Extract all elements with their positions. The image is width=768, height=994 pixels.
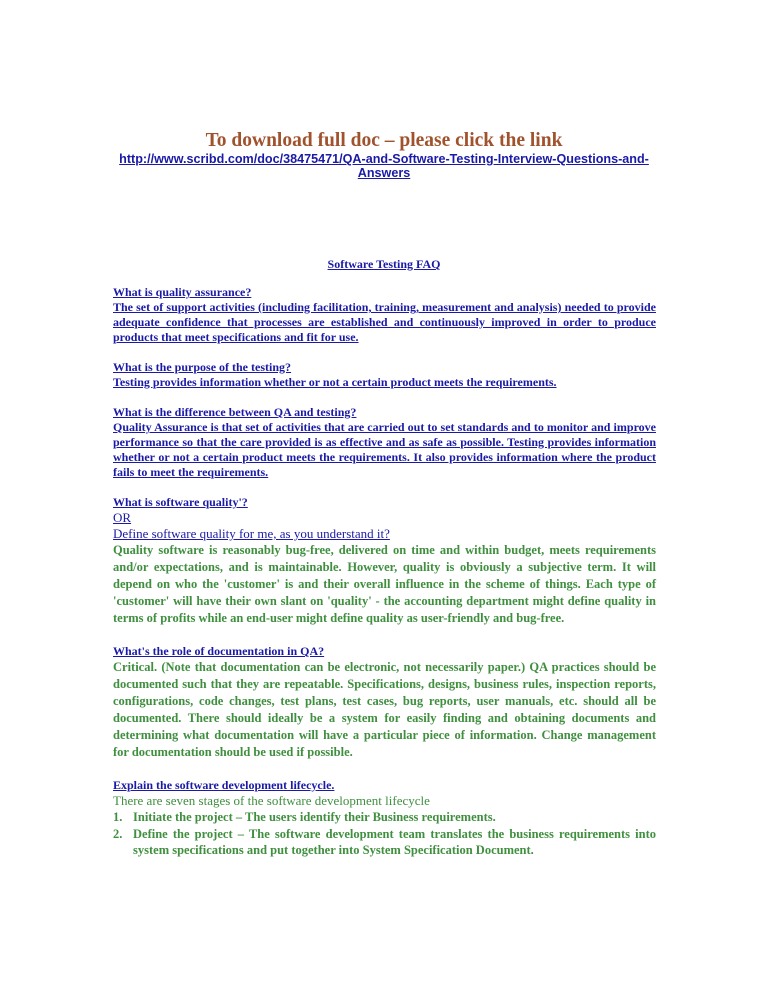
answer-quality-assurance: The set of support activities (including facilitation, training, measurement and analysis) needed to provide adequate confidence that processes are established and continuously improved in order to produce products that meet specifications and fit for use. bbox=[113, 300, 656, 344]
answer-documentation-role: Critical. (Note that documentation can be electronic, not necessarily paper.) QA practices should be documented such that they are repeatable. Specifications, designs, business rules, inspection reports, configurations, code changes, test plans, test cases, bug reports, user manuals, etc. should all be documented. There should ideally be a system for easily finding and obtaining documents and determining what documentation will have a particular piece of information. Change management for documentation should be used if possible. bbox=[113, 660, 656, 759]
list-item-text: Define the project – The software development team translates the business requirements into system specifications and put together into System Specification Document. bbox=[133, 826, 656, 857]
answer-software-quality: Quality software is reasonably bug-free, delivered on time and within budget, meets requirements and/or expectations, and is maintainable. However, quality is obviously a subjective term. It will depend on who the 'customer' is and their overall influence in the scheme of things. Each type of 'customer' will have their own slant on 'quality' - the accounting department might define quality in terms of profits while an end-user might define quality as user-friendly and bug-free. bbox=[113, 543, 656, 625]
question-purpose-testing: What is the purpose of the testing? bbox=[113, 360, 292, 374]
sdlc-intro: There are seven stages of the software development lifecycle bbox=[113, 793, 430, 808]
question-software-quality: What is software quality'? bbox=[113, 495, 248, 509]
faq-content bbox=[113, 285, 656, 859]
question-define-software-quality: Define software quality for me, as you understand it? bbox=[113, 526, 390, 541]
question-sdlc: Explain the software development lifecycle. bbox=[113, 778, 335, 792]
list-item bbox=[113, 809, 656, 826]
question-documentation-role: What's the role of documentation in QA? bbox=[113, 644, 325, 658]
or-separator: OR bbox=[113, 510, 132, 525]
list-item bbox=[113, 826, 656, 859]
download-title: To download full doc – please click the link bbox=[205, 130, 563, 151]
answer-qa-vs-testing: Quality Assurance is that set of activities that are carried out to set standards and to monitor and improve performance so that the care provided is as effective and as safe as possible. Testing provides information whether or not a certain product meets the requirements. It also provides information where the product fails to meet the requirements. bbox=[113, 420, 656, 479]
sdlc-list bbox=[113, 809, 656, 859]
download-link[interactable]: http://www.scribd.com/doc/38475471/QA-and-Software-Testing-Interview-Questions-and-Answers bbox=[119, 152, 649, 180]
list-item-number: 1. bbox=[113, 810, 123, 824]
answer-purpose-testing: Testing provides information whether or not a certain product meets the requirements. bbox=[113, 375, 557, 389]
question-quality-assurance: What is quality assurance? bbox=[113, 285, 252, 299]
faq-title: Software Testing FAQ bbox=[327, 257, 441, 271]
list-item-text: Initiate the project – The users identify their Business requirements. bbox=[133, 810, 496, 824]
question-qa-vs-testing: What is the difference between QA and testing? bbox=[113, 405, 357, 419]
list-item-number: 2. bbox=[113, 826, 123, 841]
